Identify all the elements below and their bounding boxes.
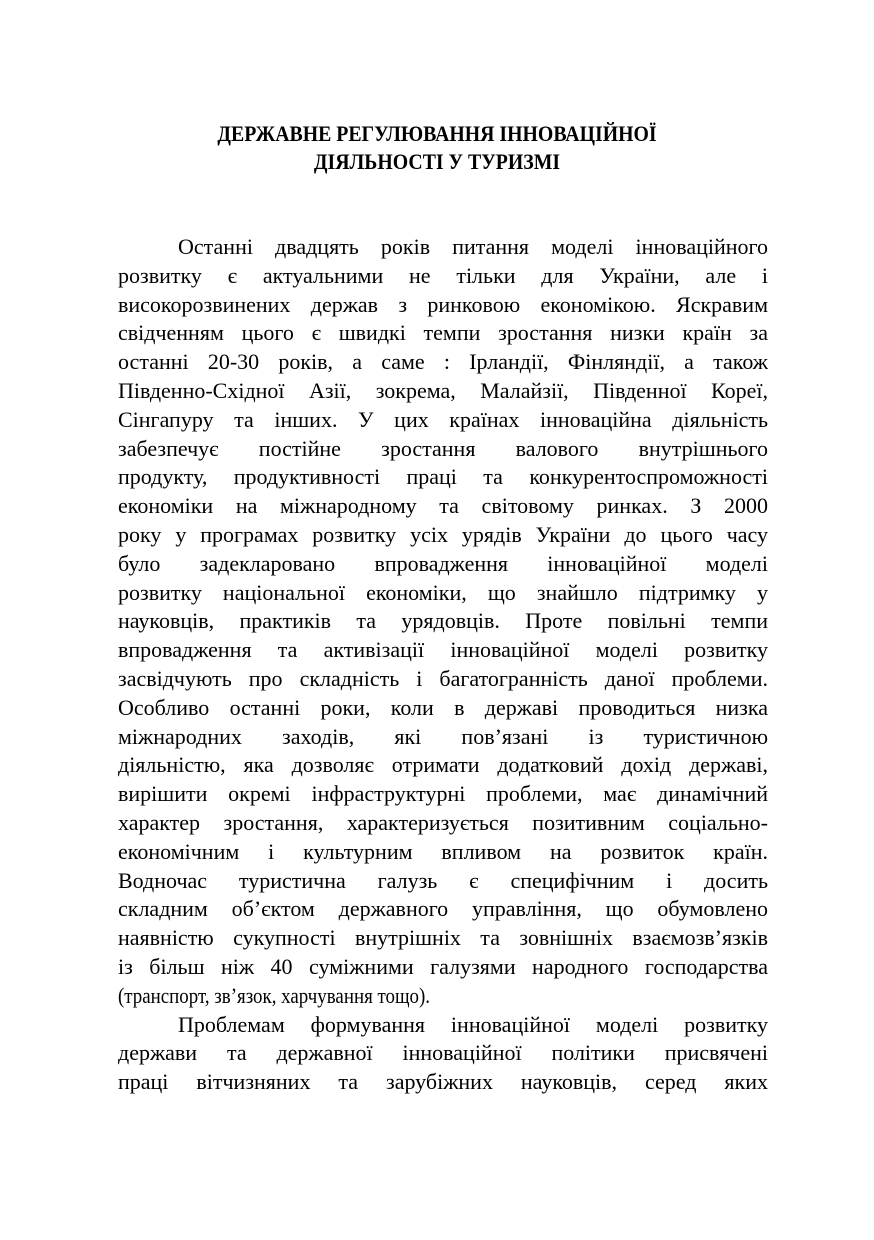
text-line: Водночас туристична галузь є специфічним і досить [118,867,768,893]
text-line: Проблемам формування інноваційної моделі розвитку [178,1011,768,1037]
document-body [118,233,768,1097]
text-line: було задекларовано впровадження інноваційної моделі [118,550,768,576]
text-line: Останні двадцять років питання моделі інноваційного [178,234,768,259]
text-line: характер зростання, характеризується позитивним соціально- [118,809,768,835]
document-title-line-2: ДІЯЛЬНОСТІ У ТУРИЗМІ [313,149,561,174]
text-line: розвитку є актуальними не тільки для України, але і [118,262,768,288]
text-line: року у програмах розвитку усіх урядів України до цього часу [118,521,768,547]
text-line: Сінгапуру та інших. У цих країнах інноваційна діяльність [118,406,768,432]
text-line: держави та державної інноваційної політики присвячені [118,1040,768,1066]
text-line: економіки на міжнародному та світовому ринках. З 2000 [118,493,768,519]
text-line: впровадження та активізації інноваційної моделі розвитку [118,637,768,663]
text-line: вирішити окремі інфраструктурні проблеми, має динамічний [118,781,768,807]
text-line: науковців, практиків та урядовців. Проте повільні темпи [118,608,768,634]
text-line: свідченням цього є швидкі темпи зростання низки країн за [118,320,768,346]
text-line: продукту, продуктивності праці та конкурентоспроможності [118,464,768,490]
text-line: із більш ніж 40 суміжними галузями народного господарства [118,953,768,979]
text-line: забезпечує постійне зростання валового внутрішнього [118,435,768,461]
text-line: економічним і культурним впливом на розвиток країн. [118,838,768,864]
text-line: праці вітчизняних та зарубіжних науковців, серед яких [118,1069,768,1095]
text-line: діяльністю, яка дозволяє отримати додатковий дохід державі, [118,752,768,778]
paragraph [118,233,768,1011]
text-line: останні 20-30 років, а саме : Ірландії, Фінляндії, а також [118,349,768,375]
text-line: Південно-Східної Азії, зокрема, Малайзії, Південної Кореї, [118,377,768,403]
document-title-line-1: ДЕРЖАВНЕ РЕГУЛЮВАННЯ ІННОВАЦІЙНОЇ [217,121,657,146]
text-line: розвитку національної економіки, що знайшло підтримку у [118,579,768,605]
text-line: наявністю сукупності внутрішніх та зовнішніх взаємозв’язків [118,925,768,951]
text-line: (транспорт, зв’язок, харчування тощо). [118,982,431,1008]
text-line: Особливо останні роки, коли в державі проводиться низка [118,694,768,720]
text-line: міжнародних заходів, які пов’язані із туристичною [118,723,768,749]
text-line: складним об’єктом державного управління, що обумовлено [118,896,768,922]
text-line: засвідчують про складність і багатогранність даної проблеми. [118,665,768,691]
paragraph [118,1011,768,1097]
text-line: високорозвинених держав з ринковою економікою. Яскравим [118,291,768,317]
